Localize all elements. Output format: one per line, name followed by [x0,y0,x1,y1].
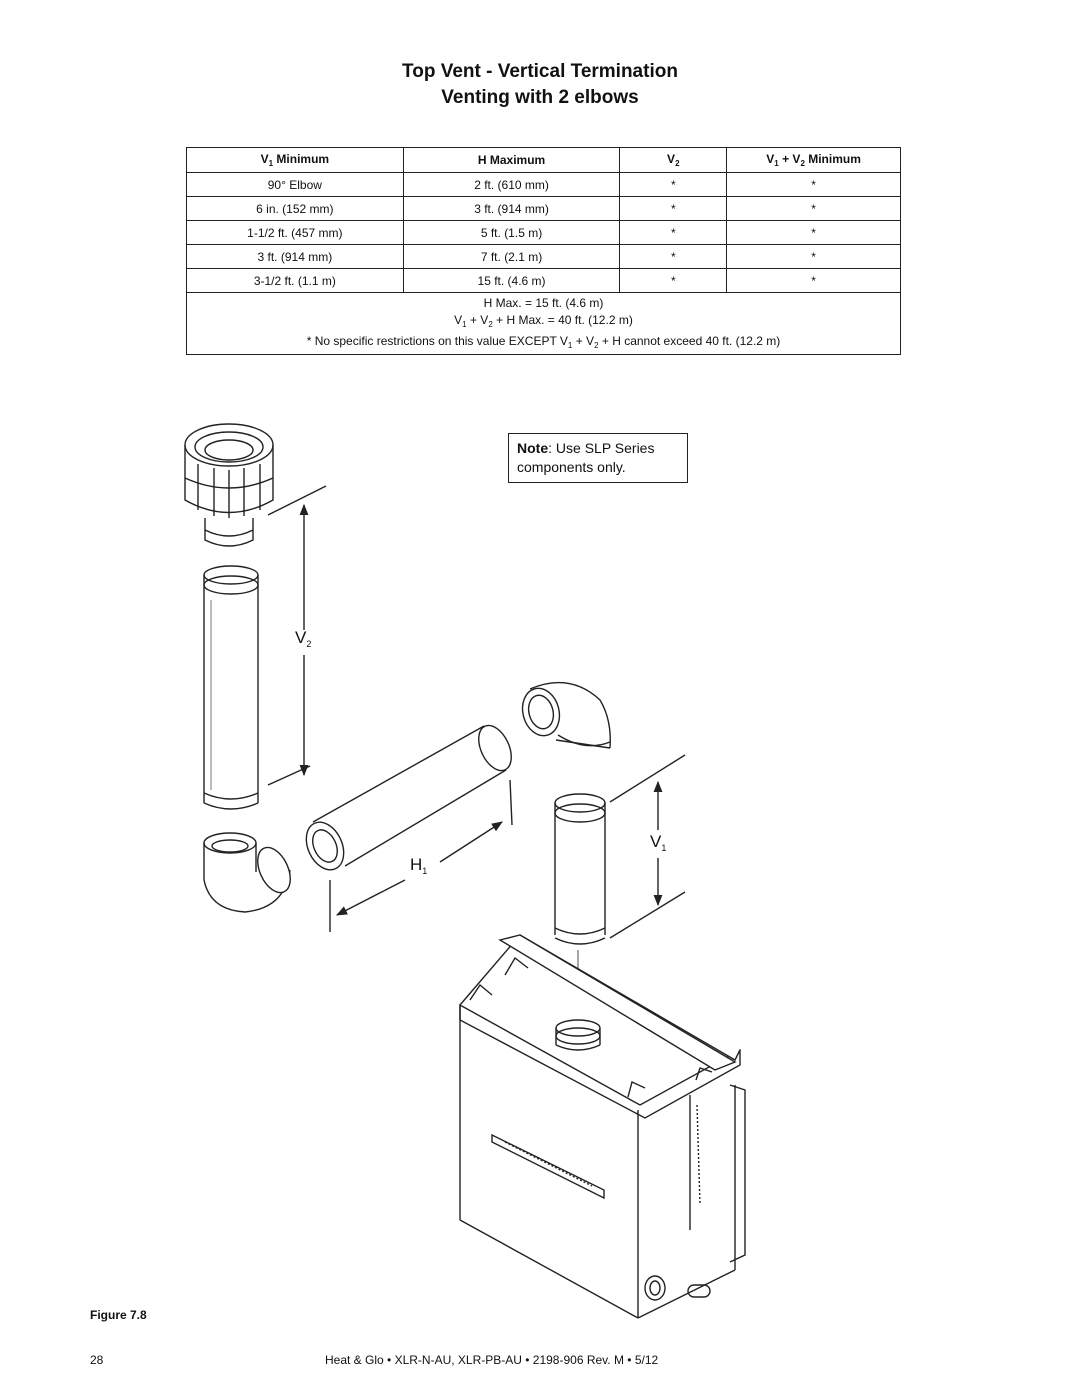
cell-h: 7 ft. (2.1 m) [403,245,620,269]
note-label: Note [517,440,549,456]
header-v2: $V_2$ [620,148,727,173]
note-box: Note: Use SLP Series components only. [508,433,688,483]
horizontal-pipe-h1 [299,720,518,876]
page-number: 28 [90,1353,104,1367]
cell-v1v2: * [727,197,901,221]
cell-v1v2: * [727,245,901,269]
cell-v2: * [620,245,727,269]
cell-v1v2: * [727,173,901,197]
v1-label: $V_1$ [650,832,667,853]
note-restriction: * No specific restrictions on this value EXCEPT $V_1 + V_2 + H$ cannot exceed 40 ft. (12.2 m) [306,334,781,350]
termination-cap [185,424,273,546]
cell-v2: * [620,173,727,197]
cell-v1: 1-1/2 ft. (457 mm) [187,221,404,245]
cell-h: 15 ft. (4.6 m) [403,269,620,293]
cell-v1: 6 in. (152 mm) [187,197,404,221]
cell-h: 3 ft. (914 mm) [403,197,620,221]
cell-h: 2 ft. (610 mm) [403,173,620,197]
lower-elbow [204,833,297,912]
page-title-line-2: Venting with 2 elbows [441,87,639,108]
header-v1-minimum: $V_1$ Minimum [187,148,404,173]
fireplace-unit [460,935,745,1318]
v1-dimension [610,755,685,938]
page-title-line-1: Top Vent - Vertical Termination [402,61,678,82]
vertical-pipe-v2 [204,566,258,809]
h1-label: $H_1$ [410,855,428,876]
note-h-max: H Max. = 15 ft. (4.6 m) [483,296,604,310]
page-footer: Heat & Glo • XLR-N-AU, XLR-PB-AU • 2198-906 Rev. M • 5/12 [325,1353,659,1367]
cell-v1: 90° Elbow [187,173,404,197]
note-total-max: $V_1 + V_2 + H$ Max. = 40 ft. (12.2 m) [454,313,633,329]
cell-h: 5 ft. (1.5 m) [403,221,620,245]
header-v1-v2-minimum: $V_1 + V_2$ Minimum [727,148,901,173]
upper-elbow [517,683,610,748]
cell-v2: * [620,221,727,245]
cell-v2: * [620,269,727,293]
v2-label: $V_2$ [295,628,312,649]
cell-v2: * [620,197,727,221]
cell-v1: 3 ft. (914 mm) [187,245,404,269]
header-h-maximum: H Maximum [403,148,620,173]
cell-v1v2: * [727,269,901,293]
figure-caption: Figure 7.8 [90,1308,147,1322]
cell-v1: 3-1/2 ft. (1.1 m) [187,269,404,293]
cell-v1v2: * [727,221,901,245]
vertical-pipe-v1 [555,794,605,944]
